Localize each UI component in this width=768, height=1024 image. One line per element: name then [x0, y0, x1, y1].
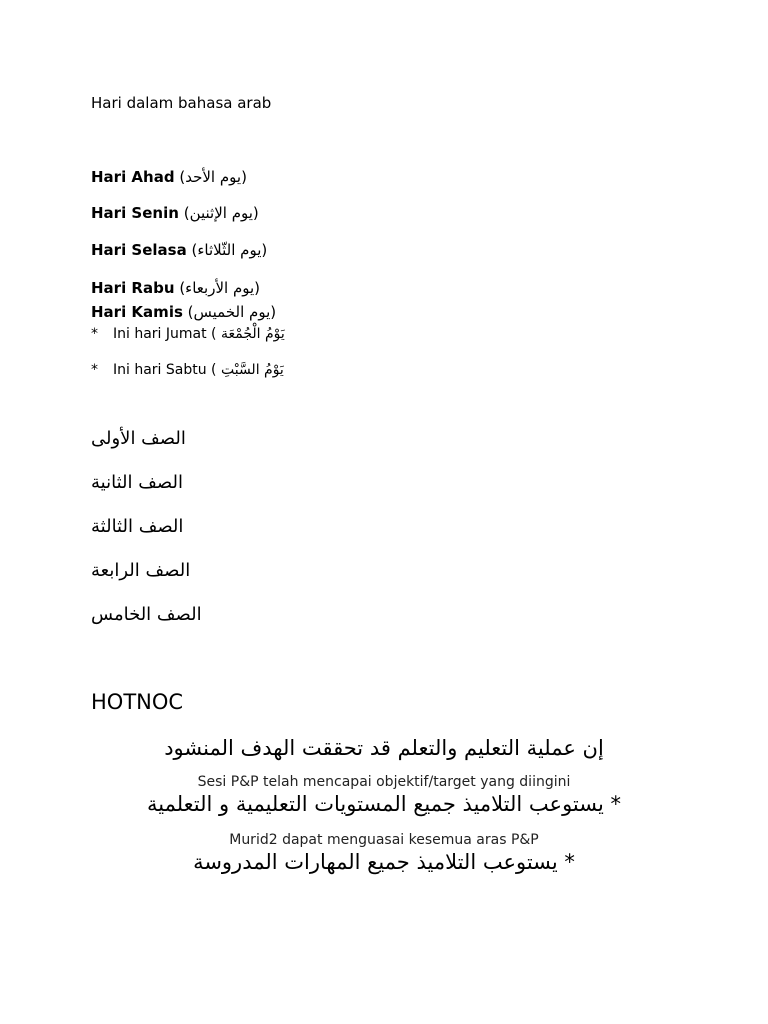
day-arabic: (يوم الأحد)	[179, 168, 247, 186]
bullet-item	[91, 362, 284, 378]
day-arabic: (يوم الثّلاثاء)	[191, 241, 268, 259]
day-arabic: (يوم الخميس)	[187, 303, 277, 321]
hotnoc-arabic-3: * يستوعب التلاميذ جميع المهارات المدروسة	[193, 850, 575, 874]
hotnoc-heading: HOTNOC	[91, 690, 184, 714]
day-arabic: (يوم الأربعاء)	[179, 279, 261, 297]
bullet-item	[91, 326, 285, 342]
class-line: الصف الأولى	[91, 428, 186, 449]
hotnoc-arabic-2: * يستوعب التلاميذ جميع المستويات التعليمية و التعلمية	[146, 792, 622, 816]
class-line: الصف الثالثة	[91, 516, 184, 537]
hotnoc-note-2: Murid2 dapat menguasai kesemua aras P&P	[229, 832, 539, 848]
bullet-text: Ini hari Sabtu ( يَوْمُ السَّبْتِ	[113, 362, 284, 378]
hotnoc-arabic-1: إن عملية التعليم والتعلم قد تحققت الهدف المنشود	[164, 736, 604, 760]
class-line: الصف الثانية	[91, 472, 183, 493]
class-line: الصف الخامس	[91, 604, 202, 625]
day-latin: Hari Senin	[91, 204, 179, 222]
page-title: Hari dalam bahasa arab	[91, 94, 272, 112]
bullet-star: *	[91, 362, 98, 378]
day-latin: Hari Selasa	[91, 241, 187, 259]
day-line	[91, 204, 259, 222]
class-line: الصف الرابعة	[91, 560, 191, 581]
day-line	[91, 168, 247, 186]
day-line	[91, 241, 267, 259]
bullet-star: *	[91, 326, 98, 342]
day-line	[91, 303, 276, 321]
day-line	[91, 279, 260, 297]
day-latin: Hari Rabu	[91, 279, 175, 297]
hotnoc-note-1: Sesi P&P telah mencapai objektif/target yang diingini	[197, 774, 571, 790]
day-arabic: (يوم الإثنين)	[183, 204, 259, 222]
bullet-text: Ini hari Jumat ( يَوْمُ الْجُمْعَة	[113, 326, 285, 342]
day-latin: Hari Kamis	[91, 303, 183, 321]
day-latin: Hari Ahad	[91, 168, 175, 186]
